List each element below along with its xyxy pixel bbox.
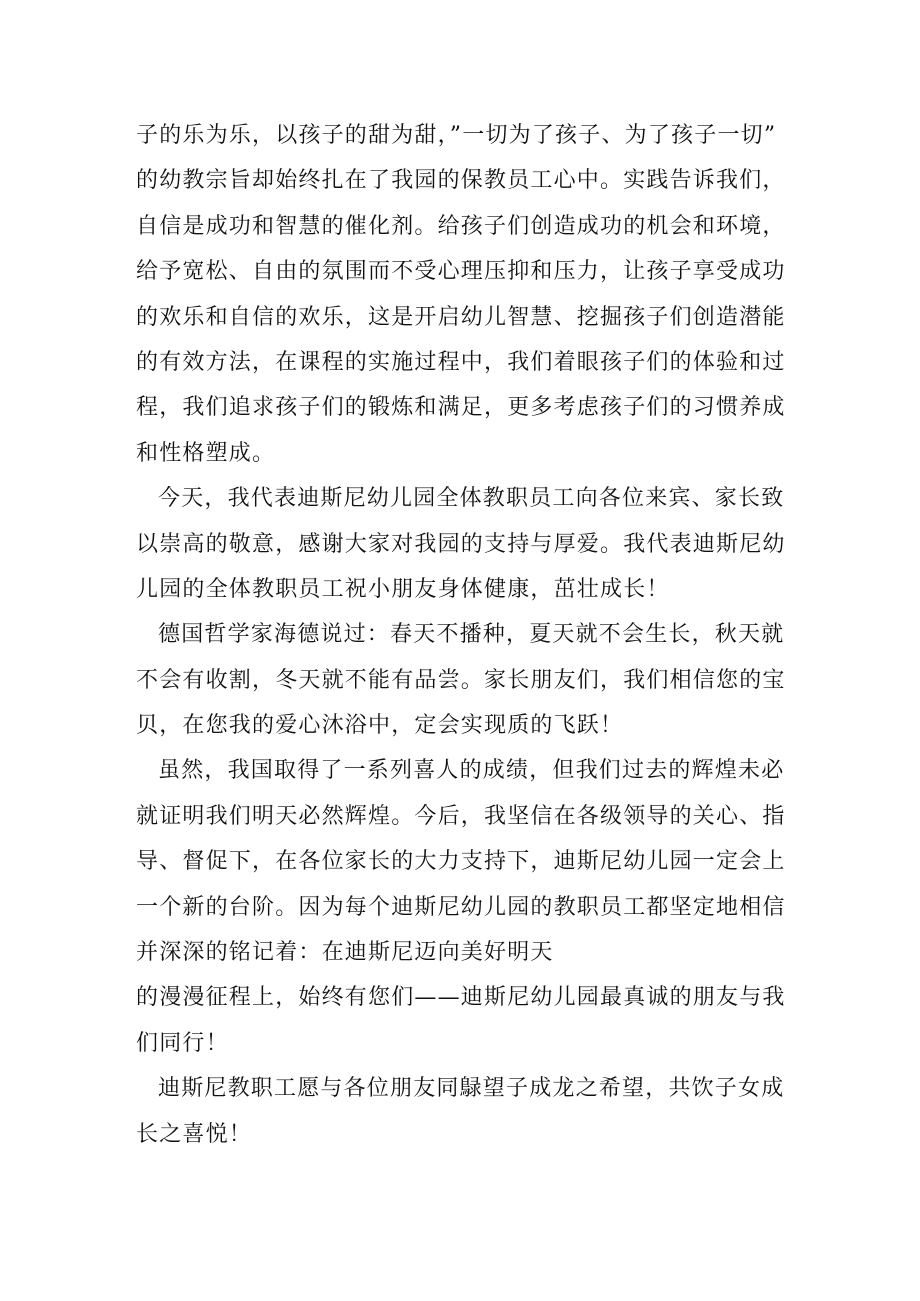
text-line: 迪斯尼教职工愿与各位朋友同鵦望子成龙之希望，共饮子女成 [158,1076,785,1102]
text-line: 的有效方法，在课程的实施过程中，我们着眼孩子们的体验和过 [136,349,786,375]
text-line: 以崇高的敬意，感谢大家对我园的支持与厚爱。我代表迪斯尼幼 [136,531,786,557]
text-line: 导、督促下，在各位家长的大力支持下，迪斯尼幼儿园一定会上 [136,849,786,875]
text-line: 自信是成功和智慧的催化剂。给孩子们创造成功的机会和环境， [136,213,786,239]
text-line: 德国哲学家海德说过：春天不播种，夏天就不会生长，秋天就 [158,622,785,648]
text-line: 就证明我们明天必然辉煌。今后，我坚信在各级领导的关心、指 [136,803,786,829]
text-line: 不会有收割，冬天就不能有品尝。家长朋友们，我们相信您的宝 [136,667,786,693]
text-line: 长之喜悦！ [136,1121,253,1147]
text-line: 的欢乐和自信的欢乐，这是开启幼儿智慧、挖掘孩子们创造潜能 [136,304,786,330]
text-line: 和性格塑成。 [136,440,276,466]
body-text [136,113,796,1157]
text-line: 程，我们追求孩子们的锻炼和满足，更多考虑孩子们的习惯养成 [136,395,786,421]
text-line: 给予宽松、自由的氛围而不受心理压抑和压力，让孩子享受成功 [136,259,786,285]
text-line: 儿园的全体教职员工祝小朋友身体健康，茁壮成长！ [136,576,670,602]
text-line: 并深深的铭记着：在迪斯尼迈向美好明天 [136,940,554,966]
text-line: 的幼教宗旨却始终扎在了我园的保教员工心中。实践告诉我们， [136,168,786,194]
text-line: 们同行！ [136,1030,229,1056]
text-line: 贝，在您我的爱心沐浴中，定会实现质的飞跃！ [136,713,624,739]
text-line: 一个新的台阶。因为每个迪斯尼幼儿园的教职员工都坚定地相信 [136,894,786,920]
text-line: 今天，我代表迪斯尼幼儿园全体教职员工向各位来宾、家长致 [158,486,785,512]
text-line: 虽然，我国取得了一系列喜人的成绩，但我们过去的辉煌未必 [158,758,785,784]
text-line: 的漫漫征程上，始终有您们——迪斯尼幼儿园最真诚的朋友与我 [136,985,786,1011]
text-line: 子的乐为乐，以孩子的甜为甜，”一切为了孩子、为了孩子一切” [136,123,777,148]
